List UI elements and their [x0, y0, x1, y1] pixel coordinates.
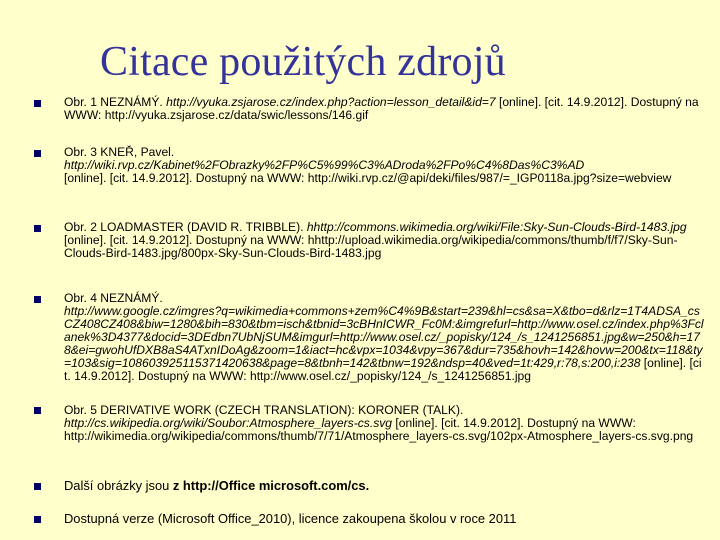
reference-link[interactable]: http://wiki.rvp.cz/Kabinet%2FObrazky%2FP%C5%99%C3%ADroda%2FPo%C4%8Das%C3%AD	[64, 158, 585, 172]
slide-title: Citace použitých zdrojů	[100, 39, 506, 85]
reference-item-6	[64, 479, 704, 493]
reference-link[interactable]: http://www.google.cz/imgres?q=wikimedia+commons+zem%C4%9B&start=239&hl=cs&sa=X&tbo=d&rlz=1T4ADSA_csCZ408CZ408&biw=1280&bih=830&tbm=isch&tbnid=3cBHnICWR_Fc0M:&imgrefurl=http://www.osel.cz/index.php%3Fclanek%3D4377&docid=3DEdbn7UbNjSUM&imgurl=http://www.osel.cz/_popisky/124_/s_1241256851.jpg&w=250&h=178&ei=gwohUfDXB8aS4ATxnIDoAg&zoom=1&iact=hc&vpx=1034&vpy=367&dur=735&hovh=142&hovw=200&tx=118&ty=103&sig=108603925115371420638&page=8&tbnh=142&tbnw=192&ndsp=40&ved=1t:429,r:78,s:200,i:238	[64, 304, 704, 370]
reference-text: Obr. 4 NEZNÁMÝ.	[64, 291, 163, 305]
reference-item-2	[64, 146, 704, 185]
reference-item-5	[64, 404, 704, 443]
reference-text: Dostupná verze (Microsoft Office_2010), licence zakoupena školou v roce 2011	[64, 511, 517, 526]
reference-text: [online]. [cit. 14.9.2012]. Dostupný na WWW: http://www.osel.cz/_popisky/124_/s_1241256851.jpg	[64, 356, 702, 383]
reference-item-1	[64, 96, 704, 122]
reference-link[interactable]: http://cs.wikipedia.org/wiki/Soubor:Atmosphere_layers-cs.svg	[64, 416, 393, 430]
square-bullet-icon	[34, 150, 41, 157]
reference-text: Obr. 2 LOADMASTER (DAVID R. TRIBBLE).	[64, 220, 307, 234]
reference-text: [online]. [cit. 14.9.2012]. Dostupný na WWW: hhttp://upload.wikimedia.org/wikipedia/commons/thumb/f/f7/Sky-Sun-Clouds-Bird-1483.jpg/800px-Sky-Sun-Clouds-Bird-1483.jpg	[64, 233, 678, 260]
reference-text: [online]. [cit. 14.9.2012]. Dostupný na WWW: http://vyuka.zsjarose.cz/data/swic/lessons/146.gif	[64, 95, 699, 122]
reference-item-7	[64, 512, 704, 526]
reference-item-4	[64, 292, 704, 383]
reference-text: Obr. 1 NEZNÁMÝ.	[64, 95, 167, 109]
reference-text: Obr. 5 DERIVATIVE WORK (CZECH TRANSLATION): KORONER (TALK).	[64, 403, 464, 417]
reference-item-3	[64, 221, 704, 260]
square-bullet-icon	[34, 407, 41, 414]
square-bullet-icon	[34, 225, 41, 232]
square-bullet-icon	[34, 100, 41, 107]
square-bullet-icon	[34, 483, 41, 490]
reference-link[interactable]: http://vyuka.zsjarose.cz/index.php?action=lesson_detail&id=7	[166, 95, 496, 109]
reference-text: [online]. [cit. 14.9.2012]. Dostupný na WWW: http://wiki.rvp.cz/@api/deki/files/987/=_IGP0118a.jpg?size=webview	[64, 171, 672, 185]
square-bullet-icon	[34, 516, 41, 523]
reference-link[interactable]: z http://Office microsoft.com/cs.	[172, 478, 370, 493]
reference-text: [online]. [cit. 14.9.2012]. Dostupný na WWW: http://wikimedia.org/wikipedia/commons/thumb/7/71/Atmosphere_layers-cs.svg/102px-Atmosphere_layers-cs.svg.png	[64, 416, 694, 443]
square-bullet-icon	[34, 296, 41, 303]
reference-text: Další obrázky jsou	[64, 478, 173, 493]
reference-link[interactable]: hhttp://commons.wikimedia.org/wiki/File:Sky-Sun-Clouds-Bird-1483.jpg	[306, 220, 687, 234]
reference-text: Obr. 3 KNEŘ, Pavel.	[64, 145, 175, 159]
